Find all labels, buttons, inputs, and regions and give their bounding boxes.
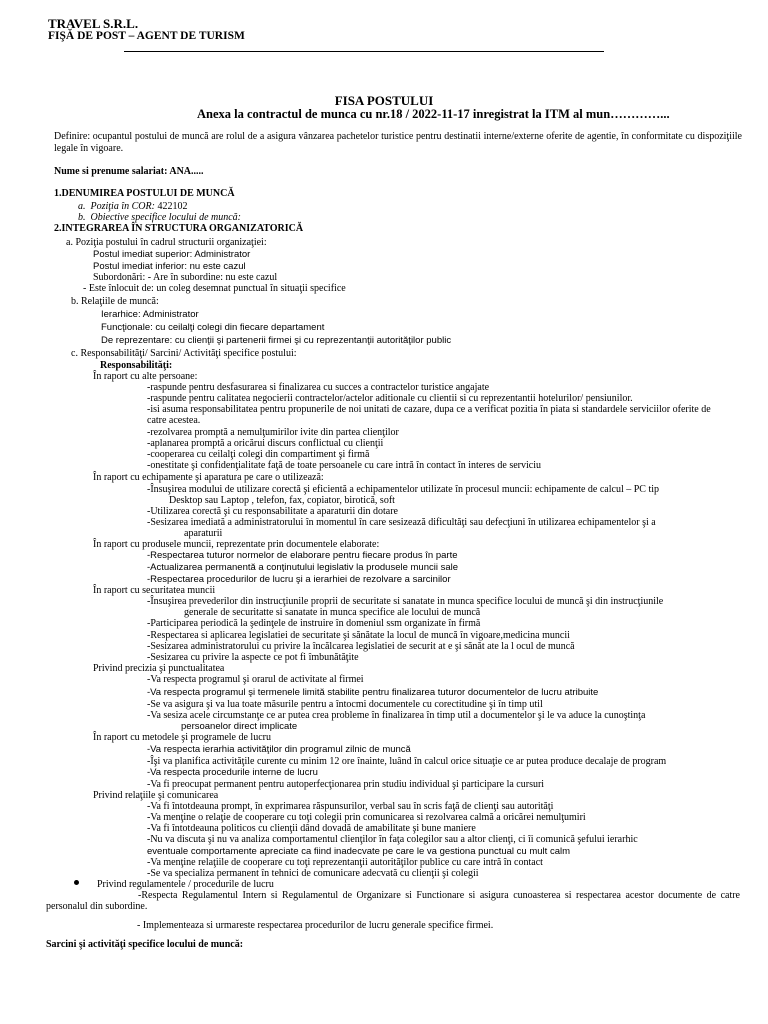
list-item: -Respectarea procedurilor de lucru şi a ierarhiei de rezolvare a sarcinilor	[147, 574, 451, 585]
relation-line: Funcţionale: cu ceilalţi colegi din fiecare departament	[101, 322, 325, 333]
list-item: generale de securitatte si sanatate in munca specifice ale locului de muncă	[184, 607, 481, 618]
list-item: catre acestea.	[147, 415, 201, 426]
procedures-line: - Implementeaza si urmareste respectarea procedurilor de lucru generale specifice firmei.	[137, 920, 494, 931]
list-item: -Sesizarea imediată a administratorului în momentul în care sesizează dificultăţi sau defecţiuni în utilizarea echipamentelor şi a	[147, 517, 656, 528]
list-item: -Sesizarea cu privire la aspecte ce pot fi îmbunătăţite	[147, 652, 359, 663]
list-item: -Va fi preocupat permanent pentru autoperfecţionarea prin studiu individual şi participare la cursuri	[147, 779, 545, 790]
list-item: -rezolvarea promptă a nemulţumirilor ivite din partea clienţilor	[147, 427, 399, 438]
list-item: -Va menţine relaţiile de cooperare cu toţi reprezentanţii autorităţilor publice cu care intră în contact	[147, 857, 543, 868]
list-item: eventuale comportamente apreciate ca fiind inadecvate pe care le va gestiona punctual cu mult calm	[147, 846, 570, 857]
list-item: -raspunde pentru calitatea negocierii contractelor/actelor aditionale cu clientii si cu reprezentantii hotelurilor/ pensiunilor.	[147, 393, 633, 404]
list-item: -Însuşirea prevederilor din instrucţiunile proprii de securitate si sanatate in munca specifice locului de muncă şi din instrucţiunile	[147, 596, 664, 607]
list-item: persoanelor direct implicate	[181, 721, 298, 732]
header-divider	[124, 51, 604, 52]
list-item: -Va fi întotdeauna prompt, în exprimarea răspunsurilor, verbal sau în scris faţă de clienţi sau autorităţi	[147, 801, 554, 812]
section-1-item-a	[78, 201, 187, 212]
cor-text: Poziţia în COR:	[90, 201, 155, 212]
list-item: -Va respecta programul şi orarul de activitate al firmei	[147, 674, 364, 685]
document-type: FIŞĂ DE POST – AGENT DE TURISM	[48, 30, 245, 42]
cor-label: a.	[78, 201, 86, 212]
position-line: Postul imediat superior: Administrator	[93, 249, 251, 260]
list-item: -Va fi întotdeauna politicos cu clienţii dând dovadă de amabilitate şi bune maniere	[147, 823, 476, 834]
list-item: -Nu va discuta şi nu va analiza comportamentul clienţilor în faţa colegilor sau a altor clienţi, ci îi comunică şefului ierarhic	[147, 834, 638, 845]
list-item: -Însuşirea modului de utilizare corectă şi eficientă a echipamentelor utilizate în procesul muncii: echipamente de calcul – PC tip	[147, 484, 660, 495]
bullet-icon	[74, 880, 79, 885]
list-item: -aplanarea promptă a oricărui discurs conflictual cu clienţii	[147, 438, 384, 449]
section-1-heading: 1.DENUMIREA POSTULUI DE MUNCĂ	[54, 188, 235, 199]
list-item: -isi asuma responsabilitatea pentru propunerile de noi unitati de cazare, dupa ce a verificat pozitia în piata si standardele serviciilor oferite de	[147, 404, 711, 415]
page-title: FISA POSTULUI	[334, 93, 434, 108]
replacement-line: - Este înlocuit de: un coleg desemnat punctual în situaţii specifice	[83, 283, 346, 294]
list-item: -Se va asigura şi va lua toate măsurile pentru a întocmi documentele cu corectitudine şi în timp util	[147, 699, 543, 710]
position-in-structure: a. Poziţia postului în cadrul structurii organizaţiei:	[66, 237, 267, 248]
list-item: Desktop sau Laptop , telefon, fax, copiator, birotică, soft	[169, 495, 395, 506]
subsection-heading: În raport cu securitatea muncii	[93, 585, 216, 596]
position-line: Subordonări: - Are în subordine: nu este cazul	[93, 272, 278, 283]
regulations-heading: Privind regulamentele / procedurile de lucru	[97, 879, 274, 890]
list-item: -Va respecta programul şi termenele limită stabilite pentru finalizarea tuturor documentelor de lucru atribuite	[147, 687, 599, 698]
subsection-heading: În raport cu alte persoane:	[93, 371, 198, 382]
list-item: -Va respecta ierarhia activităţilor din programul zilnic de muncă	[147, 744, 411, 755]
responsibilities-intro: c. Responsabilităţi/ Sarcini/ Activităţi specifice postului:	[71, 348, 297, 359]
list-item: -Va sesiza acele circumstanţe ce ar putea crea probleme în finalizarea în timp util a documentelor şi le va aduce la cunoştinţa	[147, 710, 646, 721]
relation-line: Ierarhice: Administrator	[101, 309, 199, 320]
objectives-label: b.	[78, 212, 86, 223]
section-1-item-b	[78, 212, 241, 223]
position-line: Postul imediat inferior: nu este cazul	[93, 261, 246, 272]
definition-paragraph: Definire: ocupantul postului de muncă are rolul de a asigura vânzarea pachetelor turistice pentru destinatii interne/externe oferite de agentie, în conformitate cu dispoziţiile legale în vigoare.	[54, 131, 742, 154]
list-item: aparaturii	[184, 528, 223, 539]
cor-value: 422102	[157, 201, 188, 212]
list-item: -onestitate şi confidenţialitate faţă de toate persoanele cu care intră în contact în interes de serviciu	[147, 460, 541, 471]
employee-name: Nume si prenume salariat: ANA.....	[54, 166, 204, 177]
subsection-heading: Privind relaţiile şi comunicarea	[93, 790, 219, 801]
subsection-heading: În raport cu echipamente şi aparatura pe care o utilizează:	[93, 472, 324, 483]
company-name: TRAVEL S.R.L.	[48, 16, 139, 31]
list-item: -Sesizarea administratorului cu privire la încălcarea legislatiei de securit at e şi sănăt ate la l ocul de muncă	[147, 641, 575, 652]
list-item: -Respectarea si aplicarea legislatiei de securitate şi sănătate la locul de muncă în vigoare,medicina muncii	[147, 630, 570, 641]
subsection-heading: În raport cu metodele şi programele de lucru	[93, 732, 271, 743]
list-item: -Va respecta procedurile interne de lucru	[147, 767, 318, 778]
list-item: -Va menţine o relaţie de cooperare cu toţi colegii prin comunicarea si rezolvarea calmă a oricărei nemulţumiri	[147, 812, 586, 823]
tasks-heading: Sarcini şi activităţi specifice locului de muncă:	[46, 939, 244, 950]
list-item: -Actualizarea permanentă a conţinutului legislativ la produsele muncii sale	[147, 562, 459, 573]
list-item: -raspunde pentru desfasurarea si finalizarea cu succes a contractelor turistice angajate	[147, 382, 490, 393]
list-item: -Participarea periodică la şedinţele de instruire în domeniul ssm organizate în firmă	[147, 618, 481, 629]
work-relations: b. Relaţiile de muncă:	[71, 296, 159, 307]
subsection-heading: În raport cu produsele muncii, reprezentate prin documentele elaborate:	[93, 539, 380, 550]
list-item: -Respectarea tuturor normelor de elaborare pentru fiecare produs în parte	[147, 550, 458, 561]
list-item: -Se va specializa permanent în tehnici de comunicare adecvată cu clienţii şi colegii	[147, 868, 479, 879]
responsibilities-heading: Responsabilităţi:	[100, 360, 173, 371]
list-item: -Îşi va planifica activităţile curente cu minim 12 ore înainte, luând în calcul orice situaţie ce ar putea produce decalaje de program	[147, 756, 667, 767]
relation-line: De reprezentare: cu clienţii şi partenerii firmei şi cu reprezentanţii autorităţilor public	[101, 335, 452, 346]
page-subtitle: Anexa la contractul de munca cu nr.18 / 2022-11-17 inregistrat la ITM al mun…………...	[197, 107, 670, 121]
regulations-paragraph: -Respecta Regulamentul Intern si Regulamentul de Organizare si Functionare si asigura cunoasterea si respectarea acestor documente de catre personalul din subordine.	[46, 890, 740, 912]
list-item: -Utilizarea corectă şi cu responsabilitate a aparaturii din dotare	[147, 506, 398, 517]
section-2-heading: 2.INTEGRAREA ÎN STRUCTURA ORGANIZATORICĂ	[54, 223, 304, 234]
subsection-heading: Privind precizia şi punctualitatea	[93, 663, 225, 674]
objectives-text: Obiective specifice locului de muncă:	[90, 212, 241, 223]
list-item: -cooperarea cu ceilalţi colegi din compartiment şi firmă	[147, 449, 370, 460]
